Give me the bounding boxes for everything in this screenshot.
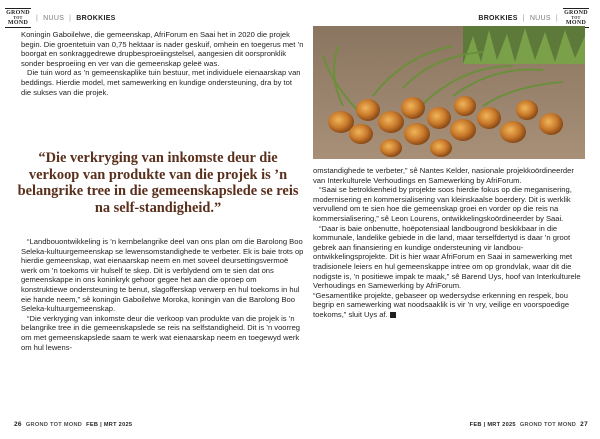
- footer-issue: FEB | MRT 2025: [469, 421, 516, 428]
- category-label: BROKKIES: [478, 14, 518, 22]
- header-separator: |: [36, 14, 39, 22]
- logo-line1: GROND: [6, 10, 30, 16]
- footer-right: [470, 421, 588, 428]
- onion-photo-illustration: [313, 26, 585, 159]
- paragraph: “Landbouontwikkeling is ’n kernbelangrike deel van ons plan om die Barolong Boo Seleka-kultuurgemeenskap se lewensomstandighede te verbeter. Ek is baie trots op hierdie gemeenskap, wat eienaarskap neem en met soveel deursettingsvermoë werk om ’n toekoms vir hulself te skep. Dit is verblydend om te sien dat ons gemeenskappe in ons koninkryk gehoor gegee het aan die oproep om konstruktiewe ondersteuning te benut, slagofferskap verwerp en hul toekoms in hul eie hande neem,” sê koningin Gaboilelwe Moroka, koningin van die Barolong Boo Seleka-kultuurgemeenskap.: [21, 237, 304, 314]
- page-number: 27: [580, 421, 588, 428]
- paragraph: Koningin Gaboilelwe, die gemeenskap, AfriForum en Saai het in 2020 die projek begin. Die groentetuin van 0,75 hektaar is nader geskuif, omhein en toegerus met ’n boorgat en sonkraggedrewe drupbesproeiingstelsel, aangesien dit oorspronklik sonder besproeiing en ver van die gemeenskap geleë was.: [21, 30, 304, 68]
- paragraph: “Die verkryging van inkomste deur die verkoop van produkte van die projek is ’n belangrike tree in die gemeenskapslede se reis na selfstandigheid. Dit is ’n voorreg om met gemeenskapslede saam te werk wat eienaarskap neem en toegewyd werk om hul lewens-: [21, 313, 301, 352]
- header-separator: |: [522, 14, 525, 22]
- header-left: [5, 9, 116, 27]
- magazine-logo: [5, 8, 31, 28]
- pull-quote: “Die verkryging van inkomste deur die verkoop van produkte van die projek is ’n belangrike tree in die gemeenskapslede se reis na self-standigheid.”: [17, 150, 299, 216]
- onion-harvest-photo: [313, 26, 585, 159]
- left-column-top: [21, 30, 304, 97]
- page-number: 26: [14, 421, 22, 428]
- logo-line1: GROND: [564, 10, 588, 16]
- paragraph: “Gesamentlike projekte, gebaseer op wedersydse erkenning en respek, bou begrip en samewerking wat noodsaaklik is vir ’n vry, veilige en voorspoedige toekoms,” sluit Uys af.: [313, 290, 570, 319]
- logo-line3: MOND: [565, 20, 587, 26]
- paragraph: “Saai se betrokkenheid by projekte soos hierdie fokus op die meganisering, modernisering en kommersialisering van kleinskaalse boerdery. Dit is werklik vervullend om te sien hoe die gemeenskap groei en vorder op die reis na kommersialisering,” sê Leon Lourens, ontwikkelingskoördineerder by Saai.: [313, 185, 572, 223]
- footer-left: [14, 421, 132, 428]
- header-separator: |: [69, 14, 72, 22]
- footer-magazine-name: GROND TOT MOND: [25, 421, 83, 428]
- header-right: [478, 9, 589, 27]
- header-separator: |: [555, 14, 558, 22]
- section-label: NUUS: [529, 14, 551, 22]
- paragraph: “Daar is baie onbenutte, hoëpotensiaal landbougrond beskikbaar in die kommunale, landelike gebiede in die land, maar terselfdertyd is daar ’n groot gebrek aan finansiering en kundige ondersteuning vir landbou-ontwikkelingsprojekte. Dit is hier waar AfriForum en Saai in samewerking met tradisionele leiers en hul gemeenskappe intree om op grondvlak, waar dit die nodigste is, ’n positiewe impak te maak,” sê Barend Uys, hoof van Interkulturele Verhoudings en Samewerking by AfriForum.: [313, 223, 581, 291]
- logo-line2: TOT: [571, 15, 581, 20]
- end-of-article-icon: [390, 312, 396, 318]
- paragraph: Die tuin word as ’n gemeenskaplike tuin bestuur, met individuele eienaarskap van beddings. Hierdie model, met samewerking en kundige ondersteuning, dra by tot die sukses van die projek.: [21, 68, 301, 97]
- logo-line2: TOT: [13, 15, 23, 20]
- paragraph: omstandighede te verbeter,” sê Nantes Kelder, nasionale projekkoördineerder van Interkulturele Verhoudings en Samewerking by AfriForum.: [313, 166, 574, 185]
- left-column-bottom: [21, 237, 304, 352]
- category-label: BROKKIES: [76, 14, 116, 22]
- logo-line3: MOND: [7, 20, 29, 26]
- footer-magazine-name: GROND TOT MOND: [519, 421, 577, 428]
- magazine-logo: [563, 8, 589, 28]
- right-column: [313, 166, 585, 320]
- section-label: NUUS: [43, 14, 65, 22]
- footer-issue: FEB | MRT 2025: [86, 421, 133, 428]
